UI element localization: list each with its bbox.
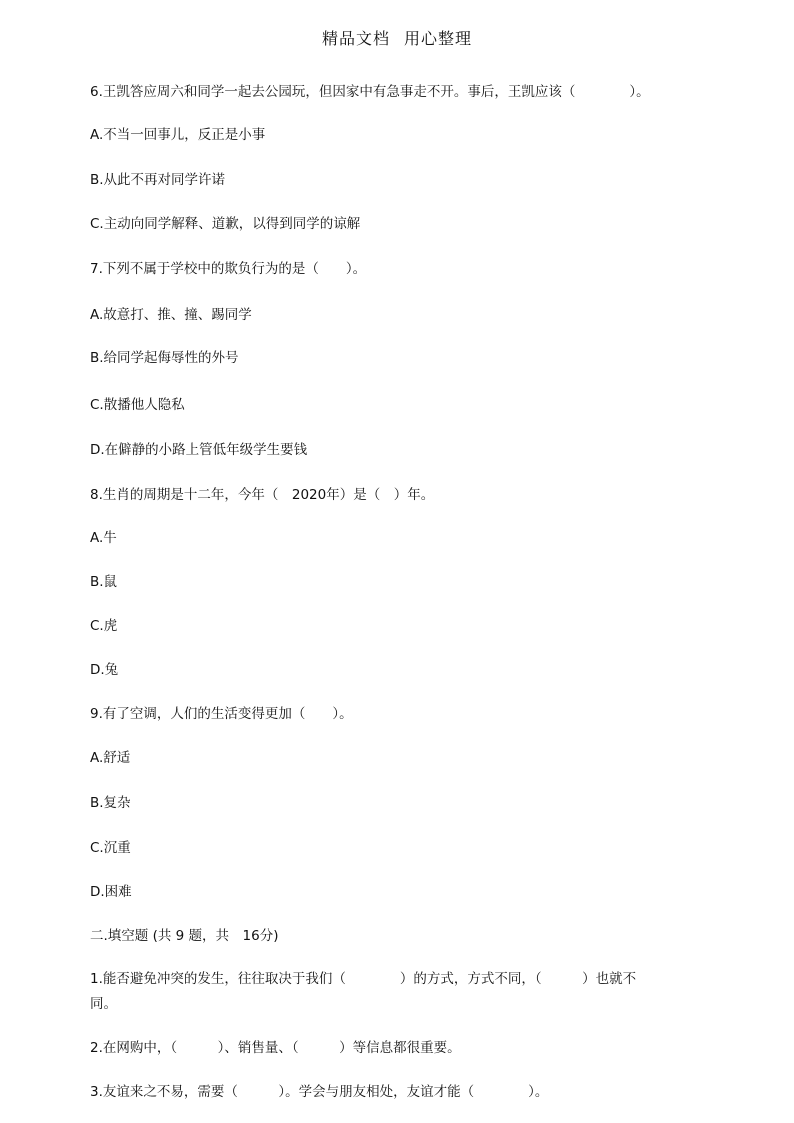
q8-option-b: B.鼠 [90,574,118,590]
section-2-title: 二.填空题 (共 9 题，共 16分) [90,928,279,944]
q9-option-b: B.复杂 [90,795,131,811]
page-header [0,26,794,49]
question-6: 6.王凯答应周六和同学一起去公园玩，但因家中有急事走不开。事后，王凯应该（ ）。 [90,84,650,100]
question-7: 7.下列不属于学校中的欺负行为的是（ ）。 [90,261,367,277]
q9-option-d: D.困难 [90,884,132,900]
fill-question-1-line-2: 同。 [90,996,117,1012]
fill-question-2: 2.在网购中，（ ）、销售量、（ ）等信息都很重要。 [90,1040,461,1056]
question-9: 9.有了空调，人们的生活变得更加（ ）。 [90,706,353,722]
q6-option-c: C.主动向同学解释、道歉，以得到同学的谅解 [90,216,361,232]
q8-option-d: D.兔 [90,662,119,678]
q7-option-c: C.散播他人隐私 [90,397,185,413]
fill-question-3: 3.友谊来之不易，需要（ ）。学会与朋友相处，友谊才能（ ）。 [90,1084,549,1100]
q6-option-a: A.不当一回事儿，反正是小事 [90,127,266,143]
question-8: 8.生肖的周期是十二年，今年（ 2020年）是（ ）年。 [90,487,435,503]
q9-option-a: A.舒适 [90,750,131,766]
header-left: 精品文档 [321,29,390,48]
q6-option-b: B.从此不再对同学许诺 [90,172,226,188]
q7-option-d: D.在僻静的小路上管低年级学生要钱 [90,442,308,458]
q9-option-c: C.沉重 [90,840,131,856]
fill-question-1-line-1: 1.能否避免冲突的发生，往往取决于我们（ ）的方式，方式不同，（ ）也就不 [90,971,637,987]
header-right: 用心整理 [404,29,473,48]
q8-option-c: C.虎 [90,618,118,634]
q7-option-a: A.故意打、推、撞、踢同学 [90,307,252,323]
q8-option-a: A.牛 [90,530,117,546]
q7-option-b: B.给同学起侮辱性的外号 [90,350,239,366]
